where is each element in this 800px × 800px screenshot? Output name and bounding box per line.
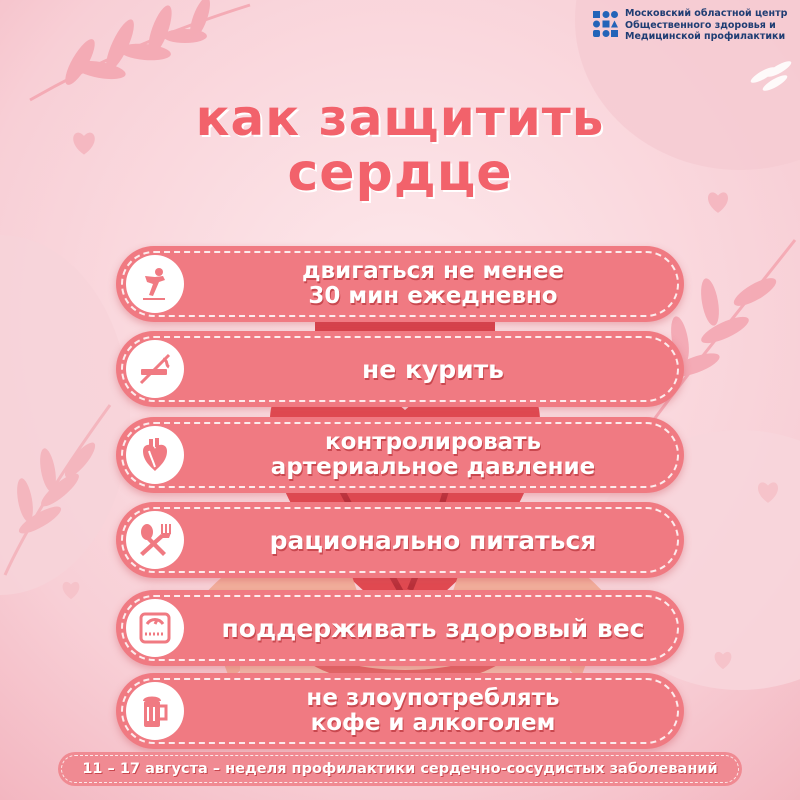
icon-badge bbox=[126, 511, 184, 569]
tip-text-line: рационально питаться bbox=[269, 525, 597, 555]
no-smoking-icon bbox=[135, 349, 175, 389]
page-title-line-2: сердце bbox=[287, 143, 513, 203]
tip-text bbox=[196, 417, 670, 493]
tip-item-no-alcohol bbox=[116, 673, 684, 749]
tip-text-line: кофе и алкоголем bbox=[310, 710, 556, 736]
campaign-dates-banner bbox=[58, 752, 742, 786]
heart-organ-icon bbox=[135, 435, 175, 475]
fork-spoon-icon bbox=[135, 520, 175, 560]
heart-decoration-icon bbox=[755, 480, 781, 504]
icon-badge bbox=[126, 682, 184, 740]
campaign-dates-text: 11 – 17 августа – неделя профилактики сердечно-сосудистых заболеваний bbox=[82, 761, 718, 777]
icon-badge bbox=[126, 255, 184, 313]
logo-line: Медицинской профилактики bbox=[625, 31, 786, 42]
logo-line: Общественного здоровья и bbox=[625, 19, 776, 31]
logo-line: Московский областной центр bbox=[625, 8, 788, 19]
tip-text bbox=[196, 246, 670, 322]
tip-text-line: контролировать bbox=[324, 429, 542, 455]
organization-logo bbox=[592, 8, 787, 43]
heart-decoration-icon bbox=[712, 650, 734, 670]
leaf-decoration-icon bbox=[0, 400, 120, 580]
scale-measure-icon bbox=[135, 608, 175, 648]
tip-text-line: 30 мин ежедневно bbox=[308, 283, 558, 309]
tip-text-line: не злоупотреблять bbox=[306, 685, 560, 711]
icon-badge bbox=[126, 426, 184, 484]
tip-text-line: двигаться не менее bbox=[301, 258, 565, 284]
tip-text bbox=[196, 502, 670, 578]
heart-decoration-icon bbox=[60, 580, 82, 600]
tip-text bbox=[196, 673, 670, 749]
exercise-icon bbox=[135, 264, 175, 304]
beer-mug-icon bbox=[135, 691, 175, 731]
icon-badge bbox=[126, 340, 184, 398]
tip-item-no-smoking bbox=[116, 331, 684, 407]
tip-text-line: артериальное давление bbox=[270, 454, 596, 480]
tip-item-nutrition bbox=[116, 502, 684, 578]
tip-text-line: поддерживать здоровый вес bbox=[221, 613, 645, 643]
page-title-line-1: как защитить bbox=[195, 89, 605, 147]
tip-text bbox=[196, 331, 670, 407]
tip-item-exercise bbox=[116, 246, 684, 322]
tip-text-line: не курить bbox=[362, 354, 504, 384]
logo-mark-icon bbox=[592, 9, 620, 43]
tip-text bbox=[196, 590, 670, 666]
logo-text bbox=[625, 8, 787, 43]
tip-item-blood-pressure bbox=[116, 417, 684, 493]
tip-item-healthy-weight bbox=[116, 590, 684, 666]
icon-badge bbox=[126, 599, 184, 657]
